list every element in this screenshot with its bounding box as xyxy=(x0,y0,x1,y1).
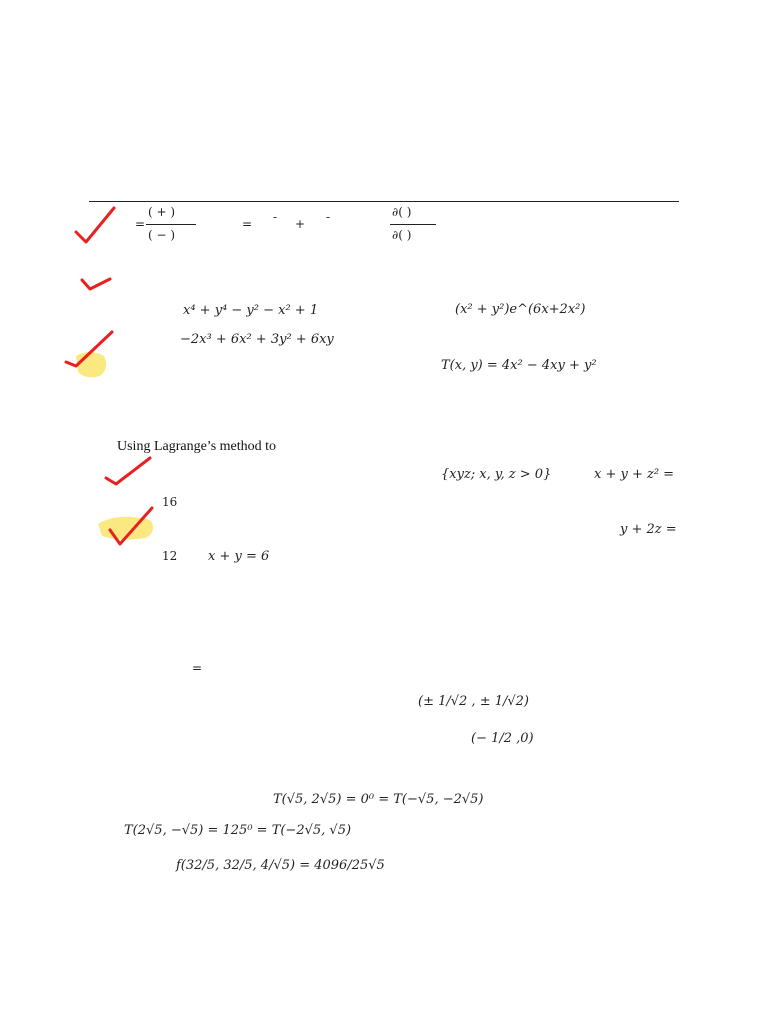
highlight-mark-1 xyxy=(76,352,106,377)
equals-sign-2: = xyxy=(242,217,253,231)
function-3: −2x³ + 6x² + 3y² + 6xy xyxy=(180,332,334,347)
partial-numerator: ∂( ) xyxy=(392,205,412,219)
objective-set: {xyz; x, y, z > 0} xyxy=(441,467,552,482)
critical-points: (± 1/√2 , ± 1/√2) xyxy=(418,694,530,709)
lone-equals: = xyxy=(192,661,203,675)
constraint-2-value: 12 xyxy=(162,549,178,563)
function-1: x⁴ + y⁴ − y² − x² + 1 xyxy=(183,303,319,318)
constraint-2: y + 2z = xyxy=(620,522,677,537)
constraint-1-value: 16 xyxy=(162,495,178,509)
checkmark-icon-4 xyxy=(106,458,150,484)
minus-sign-2: - xyxy=(326,210,331,224)
f-evaluation: f(32/5, 32/5, 4/√5) = 4096/25√5 xyxy=(176,858,385,873)
fraction-denominator: ( − ) xyxy=(148,228,176,242)
equals-sign: = xyxy=(135,217,146,231)
checkmark-icon-2 xyxy=(82,279,110,289)
function-2: (x² + y²)e^(6x+2x²) xyxy=(455,302,586,317)
temperature-function: T(x, y) = 4x² − 4xy + y² xyxy=(441,358,597,373)
fraction-numerator: ( + ) xyxy=(148,205,176,219)
minus-sign: - xyxy=(273,210,278,224)
constraint-1: x + y + z² = xyxy=(594,467,675,482)
plus-sign: + xyxy=(295,217,306,231)
partial-denominator: ∂( ) xyxy=(392,228,412,242)
critical-point-2: (− 1/2 ,0) xyxy=(471,731,534,746)
checkmark-icon-1 xyxy=(76,208,114,242)
constraint-3: x + y = 6 xyxy=(208,549,270,564)
temperature-value-1: T(√5, 2√5) = 0⁰ = T(−√5, −2√5) xyxy=(273,792,484,807)
temperature-value-2: T(2√5, −√5) = 125⁰ = T(−2√5, √5) xyxy=(124,823,352,838)
lagrange-heading: Using Lagrange’s method to xyxy=(117,439,277,454)
